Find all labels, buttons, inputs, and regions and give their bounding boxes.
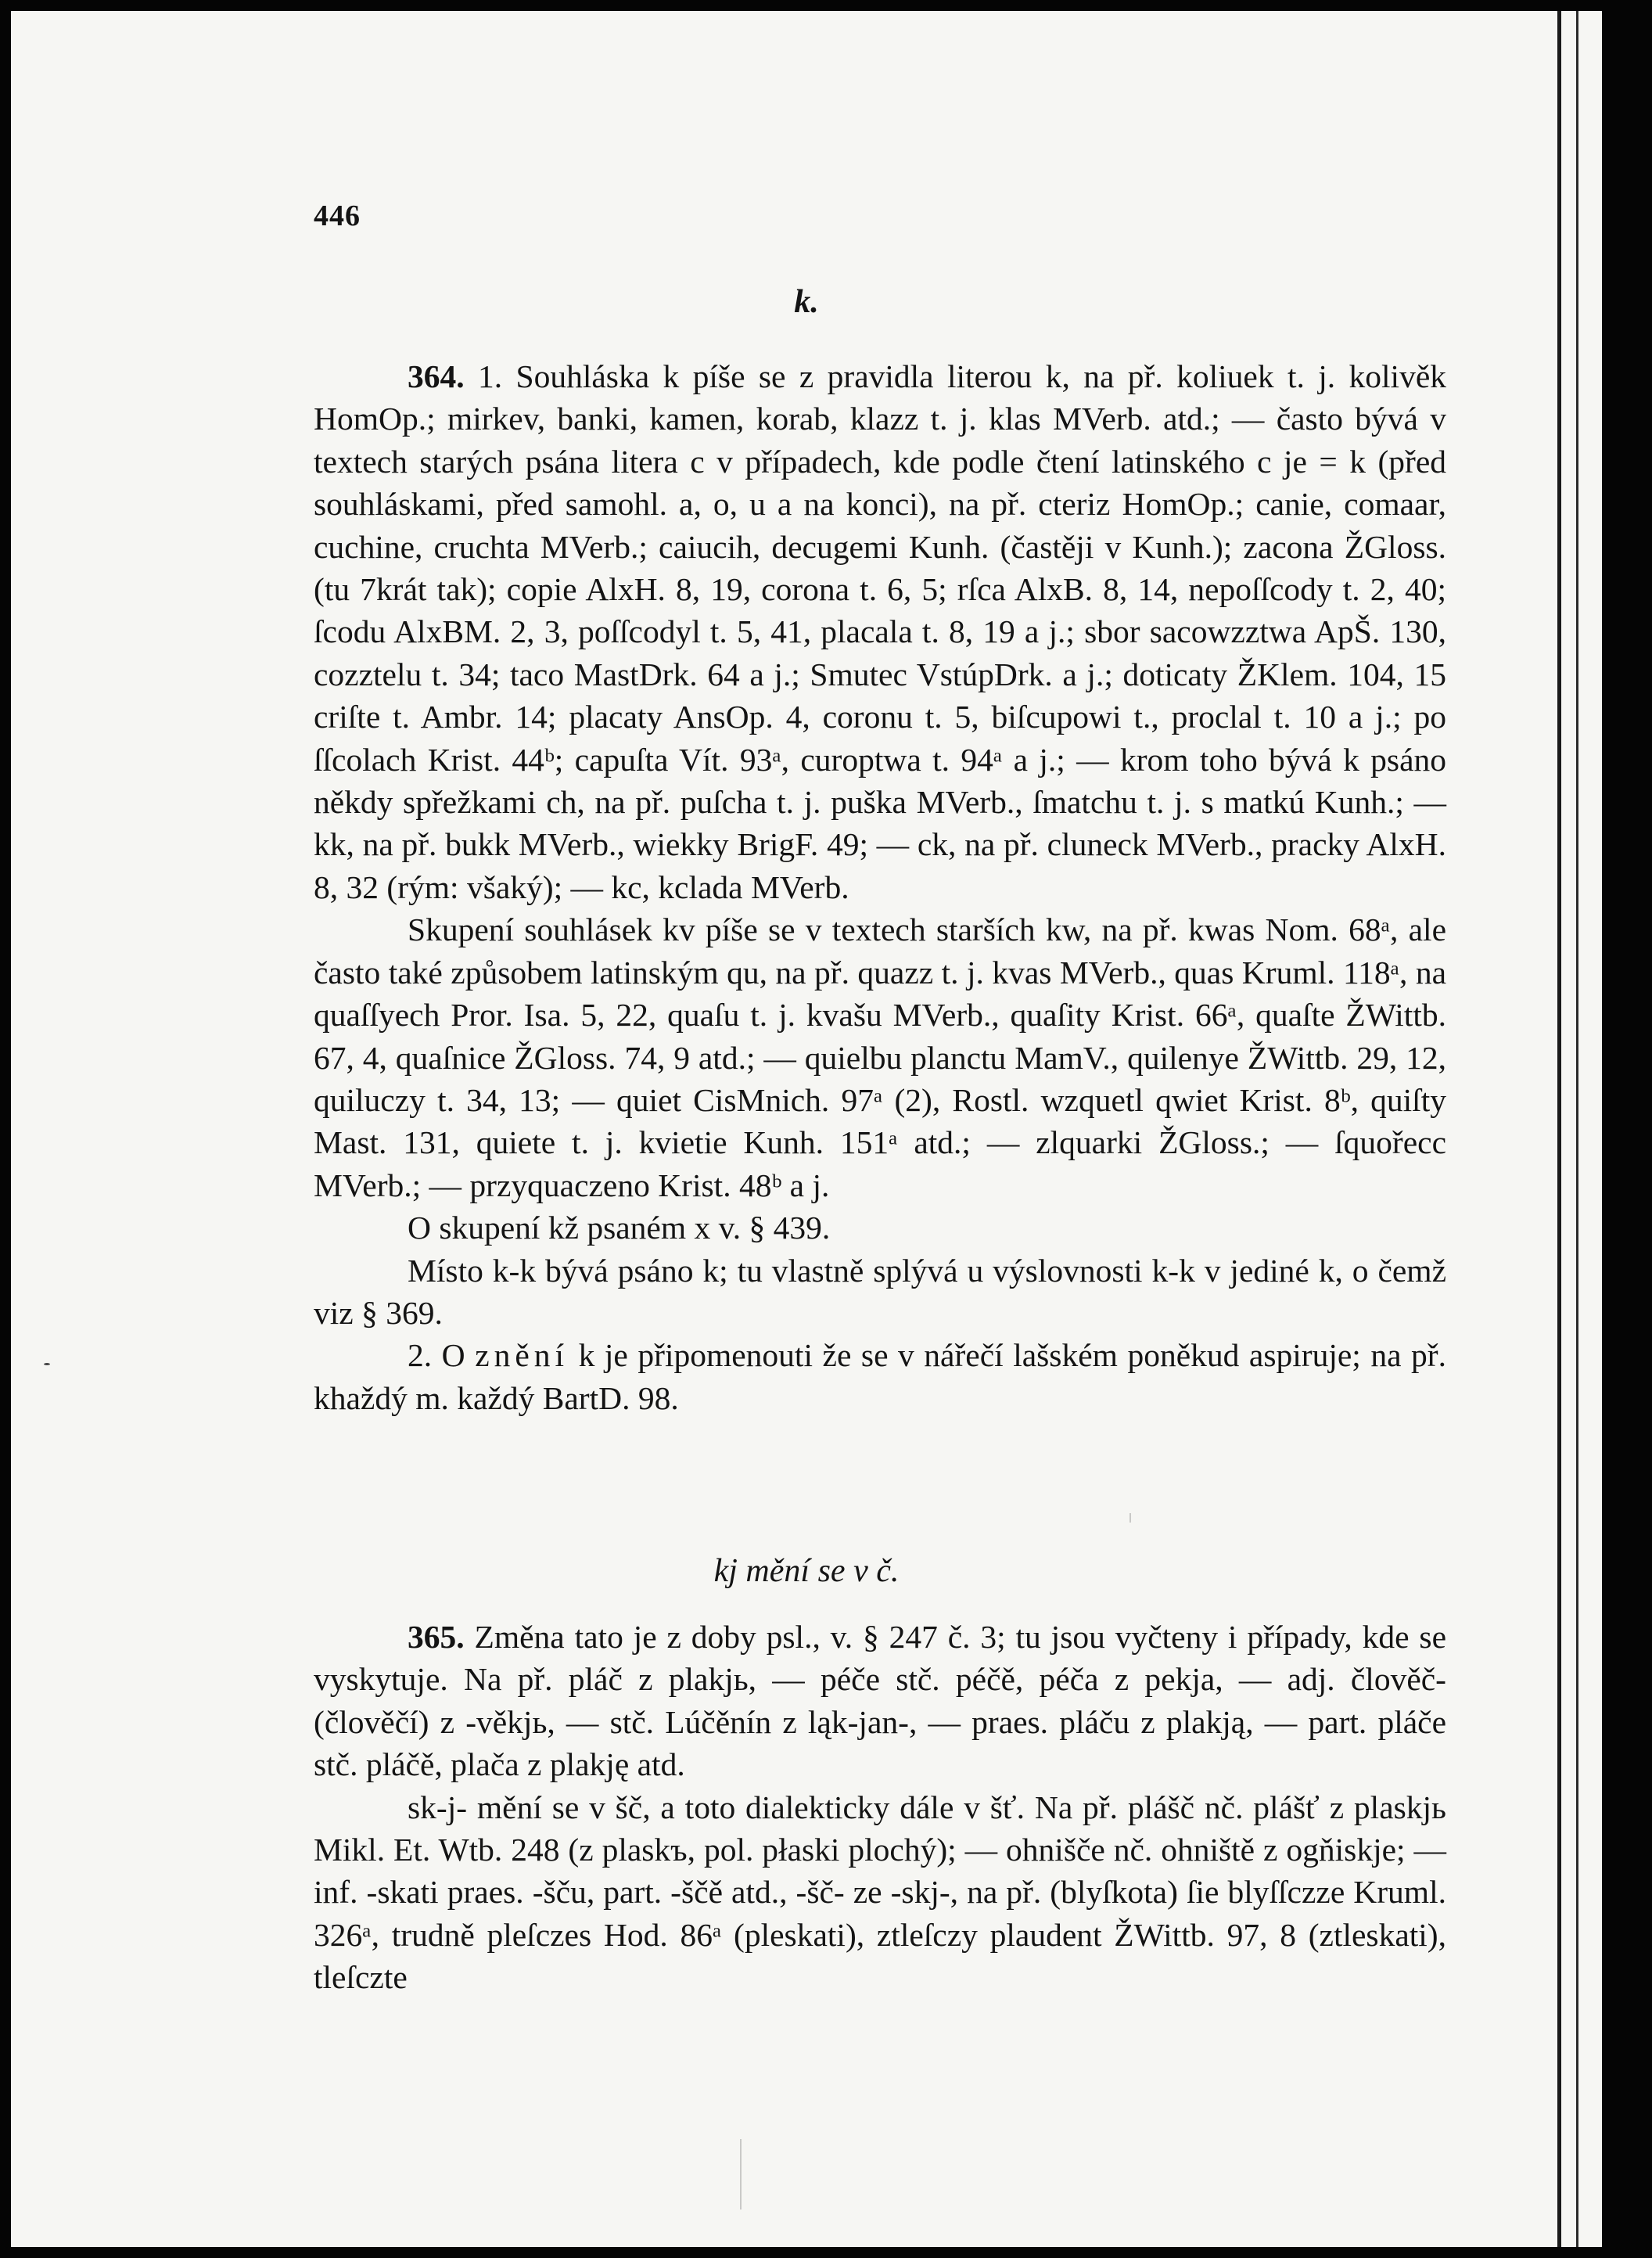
paragraph-number: 365. bbox=[408, 1619, 465, 1655]
section-heading-k: k. bbox=[794, 284, 819, 320]
page-edge-line bbox=[1557, 11, 1561, 2247]
paragraph-number: 364. bbox=[408, 358, 465, 394]
paragraph-364 bbox=[314, 355, 1446, 1419]
paragraph-365 bbox=[314, 1616, 1446, 1999]
paragraph-text: 1. Souhláska k píše se z pravidla literou k, na př. koliuek t. j. kolivěk HomOp.; mirkev, banki, kamen, korab, klazz t. j. klas MVerb. atd.; — často bývá v textech starých psána litera c v případech, kde podle čtení latinského c je = k (před souhláskami, před samohl. a, o, u a na konci), na př. cteriz HomOp.; canie, comaar, cuchine, cruchta MVerb.; caiucih, decugemi Kunh. (častěji v Kunh.); zacona ŽGloss. (tu 7krát tak); copie AlxH. 8, 19, corona t. 6, 5; rſca AlxB. 8, 14, nepoſſcody t. 2, 40; ſcodu AlxBM. 2, 3, poſſcodyl t. 5, 41, placala t. 8, 19 a j.; sbor sacowzztwa ApŠ. 130, cozztelu t. 34; taco MastDrk. 64 a j.; Smutec VstúpDrk. a j.; doticaty ŽKlem. 104, 15 criſte t. Ambr. 14; placaty AnsOp. 4, coronu t. 5, biſcupowi t., proclal t. 10 a j.; po ſſcolach Krist. 44ᵇ; capuſta Vít. 93ᵃ, curoptwa t. 94ᵃ a j.; — krom toho bývá k psáno někdy spřežkami ch, na př. puſcha t. j. puška MVerb., ſmatchu t. j. s matkú Kunh.; — kk, na př. bukk MVerb., wiekky BrigF. 49; — ck, na př. cluneck MVerb., pracky AlxH. 8, 32 (rým: všaký); — kc, kclada MVerb. bbox=[314, 358, 1447, 905]
paragraph-364-part-1 bbox=[314, 355, 1446, 908]
page-edge-line-outer bbox=[1576, 11, 1578, 2247]
paragraph-364-part-2: Skupení souhlásek kv píše se v textech starších kw, na př. kwas Nom. 68ᵃ, ale často také způsobem latinským qu, na př. quazz t. j. kvas MVerb., quas Kruml. 118ᵃ, na quaſſyech Pror. Isa. 5, 22, quaſu t. j. kvašu MVerb., quaſity Krist. 66ᵃ, quaſte ŽWittb. 67, 4, quaſnice ŽGloss. 74, 9 atd.; — quielbu planctu MamV., quilenye ŽWittb. 29, 12, quiluczy t. 34, 13; — quiet CisMnich. 97ᵃ (2), Rostl. wzquetl qwiet Krist. 8ᵇ, quiſty Mast. 131, quiete t. j. kvietie Kunh. 151ᵃ atd.; — zlquarki ŽGloss.; — ſquořecc MVerb.; — przyquaczeno Krist. 48ᵇ a j. bbox=[314, 911, 1446, 1203]
paragraph-lead: 2. O bbox=[408, 1337, 465, 1374]
paper-crease bbox=[740, 2139, 742, 2209]
book-page bbox=[11, 11, 1602, 2247]
paragraph-365-part-1 bbox=[314, 1616, 1446, 1786]
paragraph-364-part-3: O skupení kž psaném x v. § 439. bbox=[408, 1210, 831, 1246]
paragraph-text: k je připomenouti že se v nářečí lašském poněkud aspiruje; na př. khaždý m. každý BartD. 98. bbox=[314, 1337, 1446, 1416]
page-number: 446 bbox=[314, 200, 361, 232]
paragraph-365-part-2: sk-j- mění se v šč, a toto dialekticky dále v šť. Na př. plášč nč. plášť z plaskjь Mikl. Et. Wtb. 248 (z plaskъ, pol. płaski plochý); — ohnišče nč. ohniště z ogňiskje; — inf. -skati praes. -šču, part. -ščě atd., -šč- ze -skj-, na př. (blyſkota) ſie blyſſczze Kruml. 326ᵃ, trudně pleſczes Hod. 86ᵃ (pleskati), ztleſczy plaudent ŽWittb. 97, 8 (ztleskati), tleſczte bbox=[314, 1789, 1446, 1996]
paragraph-spaced-term: znění bbox=[475, 1337, 569, 1374]
paragraph-364-part-5 bbox=[314, 1334, 1446, 1419]
paragraph-364-part-4: Místo k-k bývá psáno k; tu vlastně splývá u výslovnosti k-k v jediné k, o čemž viz § 369. bbox=[314, 1252, 1446, 1331]
speck-mark bbox=[44, 1363, 50, 1365]
speck-mark bbox=[1129, 1513, 1131, 1523]
paragraph-text: Změna tato je z doby psl., v. § 247 č. 3; tu jsou vyčteny i případy, kde se vyskytuje. Na př. pláč z plakjь, — péče stč. péčě, péča z pekja, — adj. člověč- (člověčí) z -věkjь, — stč. Lúčěnín z ląk-jan-, — praes. pláču z plakją, — part. pláče stč. pláčě, plača z plakję atd. bbox=[314, 1619, 1446, 1783]
section-heading-kj: kj mění se v č. bbox=[713, 1553, 900, 1589]
